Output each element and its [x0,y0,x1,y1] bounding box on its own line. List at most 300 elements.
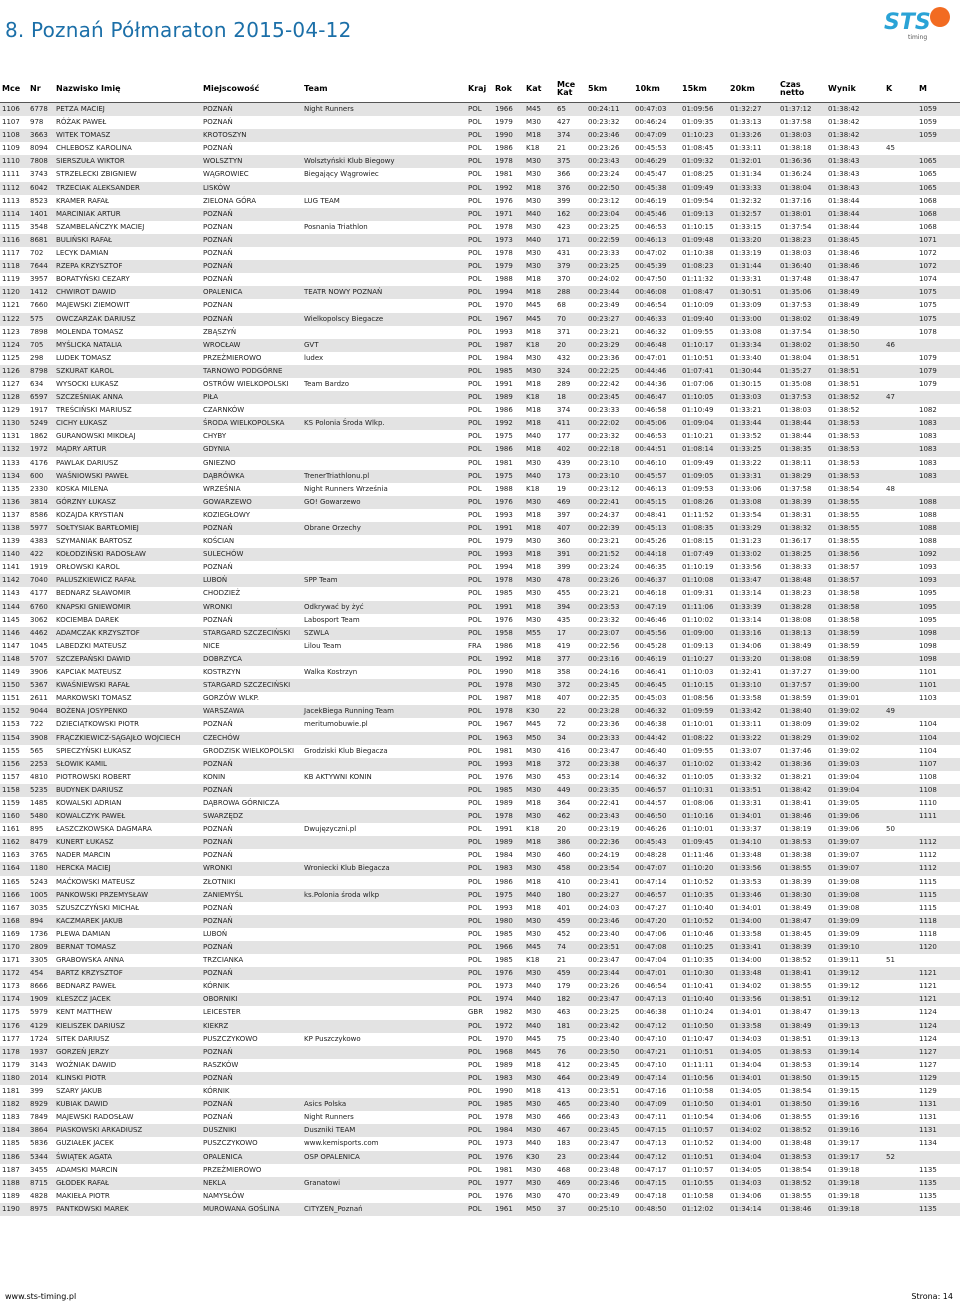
table-cell [884,1020,917,1033]
table-cell: 478 [555,574,586,587]
table-cell: 00:23:33 [586,732,633,745]
table-cell: 01:33:13 [728,116,778,129]
table-cell: 4462 [28,627,54,640]
table-cell: 00:25:10 [586,1203,633,1216]
table-cell: K18 [524,954,555,967]
table-cell: 01:33:42 [728,705,778,718]
table-cell: 1135 [0,483,28,496]
table-cell: ADAMSKI MARCIN [54,1164,201,1177]
table-cell: WRZEŚNIA [201,483,302,496]
table-cell: POZNAŃ [201,1072,302,1085]
table-cell: 01:38:51 [778,1033,826,1046]
table-cell: 01:38:01 [778,208,826,221]
table-cell: 00:22:56 [586,640,633,653]
table-cell: 1987 [493,339,524,352]
table-cell: 01:39:00 [826,679,884,692]
table-cell: 01:38:50 [778,1098,826,1111]
table-cell: POZNAŃ [201,561,302,574]
table-cell: 1970 [493,299,524,312]
table-cell: 458 [555,862,586,875]
table-cell: 2611 [28,692,54,705]
table-cell: KÓRNIK [201,980,302,993]
table-cell: 1983 [493,862,524,875]
table-cell [302,732,466,745]
table-cell: 459 [555,967,586,980]
table-row [0,993,960,1006]
table-cell: 1975 [493,430,524,443]
table-cell: PLEWA DAMIAN [54,928,201,941]
table-cell: KUNERT ŁUKASZ [54,836,201,849]
table-cell [884,627,917,640]
table-cell: 01:38:02 [778,339,826,352]
table-cell [884,129,917,142]
table-cell: POL [466,391,493,404]
table-row [0,1164,960,1177]
table-cell: POL [466,587,493,600]
table-cell: 00:47:01 [633,967,680,980]
table-cell: M30 [524,352,555,365]
table-cell: Walka Kostrzyn [302,666,466,679]
table-cell: 00:46:19 [633,195,680,208]
table-cell: 00:23:25 [586,221,633,234]
table-cell: POL [466,522,493,535]
table-cell: 1968 [493,1046,524,1059]
table-cell: 01:38:38 [778,849,826,862]
table-cell: 1985 [493,587,524,600]
table-cell: PIŁA [201,391,302,404]
table-cell: 01:39:04 [826,771,884,784]
table-cell [302,247,466,260]
table-cell [884,836,917,849]
table-cell: GŁODEK RAFAŁ [54,1177,201,1190]
table-cell: POL [466,745,493,758]
table-cell [884,457,917,470]
table-cell [884,326,917,339]
table-cell: 01:33:22 [728,732,778,745]
table-cell: 1180 [28,862,54,875]
table-cell: 01:38:54 [778,1164,826,1177]
table-cell: 399 [28,1085,54,1098]
table-cell [884,522,917,535]
table-cell: 1909 [28,993,54,1006]
table-cell [884,640,917,653]
table-cell: 00:46:13 [633,483,680,496]
table-cell: 01:33:32 [728,771,778,784]
table-cell: POL [466,836,493,849]
table-cell: KLINSKI PIOTR [54,1072,201,1085]
table-cell: POL [466,470,493,483]
table-cell: 4810 [28,771,54,784]
table-cell: 01:38:29 [778,732,826,745]
table-row [0,849,960,862]
table-cell: 01:38:42 [778,784,826,797]
table-cell: 00:45:53 [633,142,680,155]
table-cell: 00:47:09 [633,1098,680,1111]
table-cell: M30 [524,365,555,378]
table-cell: 01:10:57 [680,1124,728,1137]
table-cell: 8975 [28,1203,54,1216]
table-cell: 01:39:07 [826,836,884,849]
table-cell: 370 [555,273,586,286]
table-row [0,574,960,587]
table-cell: 01:38:43 [826,155,884,168]
table-cell: 1045 [28,640,54,653]
table-cell: 01:33:31 [728,273,778,286]
table-cell: 01:39:02 [826,745,884,758]
column-header: Rok [493,76,524,103]
table-cell: 01:37:46 [778,745,826,758]
table-cell: 1975 [493,889,524,902]
table-cell: 01:09:59 [680,705,728,718]
table-cell: FRĄCZKIEWICZ-SĄGAJŁO WOJCIECH [54,732,201,745]
table-cell: POL [466,378,493,391]
table-cell: 01:39:16 [826,1124,884,1137]
table-cell: 00:47:19 [633,601,680,614]
table-cell: 00:44:51 [633,443,680,456]
table-row [0,1046,960,1059]
table-cell: 1129 [917,1085,960,1098]
table-cell: 1988 [493,483,524,496]
table-row [0,1098,960,1111]
table-cell: 01:08:14 [680,443,728,456]
table-cell: 01:33:16 [728,627,778,640]
table-cell: 1083 [917,457,960,470]
table-cell: 00:24:02 [586,273,633,286]
table-cell: POL [466,234,493,247]
table-cell: 01:10:25 [680,941,728,954]
table-cell: 01:38:52 [778,1124,826,1137]
table-cell: 1118 [917,915,960,928]
table-cell: 6760 [28,601,54,614]
table-cell: 01:38:49 [778,1020,826,1033]
table-cell: 01:34:03 [728,1177,778,1190]
table-cell: 01:39:06 [826,810,884,823]
table-cell [884,561,917,574]
table-cell: 01:37:16 [778,195,826,208]
table-cell: GO! Gowarzewo [302,496,466,509]
table-cell: 00:23:27 [586,889,633,902]
table-cell: 01:38:41 [778,797,826,810]
table-cell: 01:38:59 [778,692,826,705]
table-cell: BEDNARZ SŁAWOMIR [54,587,201,600]
table-cell: 00:46:54 [633,980,680,993]
table-cell: 01:33:20 [728,653,778,666]
table-cell: 7644 [28,260,54,273]
table-cell: 01:34:00 [728,1137,778,1150]
table-row [0,313,960,326]
table-cell: 01:38:58 [826,601,884,614]
table-row [0,653,960,666]
table-cell: 1159 [0,797,28,810]
table-cell: POL [466,1177,493,1190]
table-cell: 23 [555,1151,586,1164]
table-cell: 7898 [28,326,54,339]
table-cell: 364 [555,797,586,810]
table-cell: POZNAN [201,221,302,234]
table-cell: 01:08:47 [680,286,728,299]
table-cell [302,836,466,849]
table-cell: 1178 [0,1046,28,1059]
table-cell: 1985 [493,1098,524,1111]
table-cell: GORZÓW WLKP. [201,692,302,705]
table-cell: 1172 [0,967,28,980]
table-cell: 460 [555,849,586,862]
table-cell: KONIN [201,771,302,784]
table-cell [302,967,466,980]
table-cell: 01:33:34 [728,339,778,352]
table-cell [917,339,960,352]
table-cell: 1161 [0,823,28,836]
table-cell: POL [466,299,493,312]
table-cell: 1963 [493,732,524,745]
table-cell: 34 [555,732,586,745]
table-cell: 1131 [917,1124,960,1137]
table-cell: 00:23:24 [586,168,633,181]
table-cell: 01:33:07 [728,745,778,758]
table-cell: 1124 [917,1033,960,1046]
table-cell: 1124 [917,1020,960,1033]
table-cell: 01:10:17 [680,339,728,352]
table-cell: KUBIAK DAWID [54,1098,201,1111]
table-cell: 182 [555,993,586,1006]
table-cell: 00:47:10 [633,1033,680,1046]
table-cell: 00:24:16 [586,666,633,679]
table-cell: POL [466,928,493,941]
table-cell: 1130 [0,417,28,430]
table-cell: KIEKRZ [201,1020,302,1033]
table-cell [917,483,960,496]
table-cell: 1065 [917,182,960,195]
table-cell [917,142,960,155]
table-cell: 722 [28,718,54,731]
table-cell: 453 [555,771,586,784]
table-cell: 575 [28,313,54,326]
table-cell: 00:22:42 [586,378,633,391]
table-cell: NADER MARCIN [54,849,201,862]
table-cell: 01:10:51 [680,352,728,365]
table-cell: 01:36:36 [778,155,826,168]
table-cell [302,692,466,705]
table-cell: LUBOŃ [201,574,302,587]
table-cell: 46 [884,339,917,352]
table-cell: 01:30:44 [728,365,778,378]
table-cell: Night Runners Września [302,483,466,496]
table-cell: 1982 [493,1006,524,1019]
table-cell: 1135 [917,1190,960,1203]
table-cell: 1975 [493,470,524,483]
table-cell: 01:36:24 [778,168,826,181]
table-cell: 00:22:25 [586,365,633,378]
table-cell: 9044 [28,705,54,718]
table-cell: 1148 [0,653,28,666]
table-cell: 01:30:51 [728,286,778,299]
table-cell: 1115 [917,889,960,902]
table-cell: KWAŚNIEWSKI RAFAŁ [54,679,201,692]
table-cell: 00:23:47 [586,954,633,967]
table-cell: 00:47:12 [633,1020,680,1033]
table-cell: 00:23:46 [586,915,633,928]
table-cell: 1083 [917,430,960,443]
table-row [0,443,960,456]
table-cell [302,208,466,221]
column-header: Nazwisko Imię [54,76,201,103]
table-cell: 8715 [28,1177,54,1190]
table-cell: 01:39:05 [826,797,884,810]
table-cell: 6778 [28,103,54,117]
table-cell [884,1177,917,1190]
table-cell: 00:23:46 [586,1177,633,1190]
table-cell: 00:23:26 [586,980,633,993]
table-cell: 01:33:06 [728,483,778,496]
table-row [0,221,960,234]
table-cell: KS Polonia Środa Wlkp. [302,417,466,430]
table-cell: POZNAŃ [201,758,302,771]
table-cell: 01:38:46 [826,247,884,260]
table-cell: DZIECIĄTKOWSKI PIOTR [54,718,201,731]
table-cell: ks.Polonia środa wlkp [302,889,466,902]
table-cell: 01:33:40 [728,352,778,365]
table-cell: POL [466,784,493,797]
table-cell: 01:38:47 [778,915,826,928]
table-cell: FRA [466,640,493,653]
table-cell: 01:38:40 [778,705,826,718]
table-cell: 01:38:42 [826,103,884,117]
table-cell: 3743 [28,168,54,181]
table-cell: 1961 [493,1203,524,1216]
table-cell: 01:08:25 [680,168,728,181]
table-cell: POL [466,967,493,980]
table-cell: 1071 [917,234,960,247]
table-cell [884,797,917,810]
table-cell: K18 [524,391,555,404]
table-cell: 00:45:06 [633,417,680,430]
table-cell: 1108 [917,784,960,797]
table-row [0,1006,960,1019]
table-cell: 1078 [917,326,960,339]
table-cell: POL [466,509,493,522]
table-cell: 01:09:13 [680,640,728,653]
table-row [0,692,960,705]
table-cell: 01:33:56 [728,993,778,1006]
table-cell: 01:38:08 [778,614,826,627]
table-cell: PANKOWSKI PRZEMYSŁAW [54,889,201,902]
table-row [0,980,960,993]
table-cell: 411 [555,417,586,430]
table-cell [884,430,917,443]
table-row [0,823,960,836]
table-cell: POZNAŃ [201,614,302,627]
table-cell: 173 [555,470,586,483]
table-cell: 01:10:21 [680,430,728,443]
table-cell: 374 [555,129,586,142]
table-cell: 01:38:25 [778,548,826,561]
table-cell [884,1085,917,1098]
table-cell: 01:33:29 [728,522,778,535]
table-cell: 00:24:19 [586,849,633,862]
table-cell: ZIELONA GÓRA [201,195,302,208]
table-cell: 1981 [493,457,524,470]
table-cell: 1098 [917,653,960,666]
table-cell: 01:33:31 [728,797,778,810]
table-cell: 20 [555,823,586,836]
footer-url[interactable]: www.sts-timing.pl [5,1292,77,1301]
table-cell: WITEK TOMASZ [54,129,201,142]
table-cell: 600 [28,470,54,483]
table-cell: 01:38:55 [826,496,884,509]
column-header: Kat [524,76,555,103]
table-cell: LABEDZKI MATEUSZ [54,640,201,653]
table-cell: 7849 [28,1111,54,1124]
table-cell: 01:39:11 [826,954,884,967]
table-cell: 4383 [28,535,54,548]
table-row [0,666,960,679]
table-cell: POZNAŃ [201,260,302,273]
table-cell: 01:38:45 [826,234,884,247]
logo-subtext: timing [908,34,928,41]
table-cell: 01:38:52 [826,404,884,417]
table-row [0,208,960,221]
table-cell: 1157 [0,771,28,784]
table-cell: 01:08:22 [680,732,728,745]
table-cell: 01:08:26 [680,496,728,509]
table-cell [884,247,917,260]
table-cell [302,915,466,928]
table-cell: 1116 [0,234,28,247]
table-cell [917,954,960,967]
table-cell: POL [466,771,493,784]
table-cell: 1135 [917,1203,960,1216]
table-cell: 1108 [0,129,28,142]
table-cell: 01:34:05 [728,1046,778,1059]
table-cell: 01:39:17 [826,1137,884,1150]
table-cell [884,260,917,273]
table-cell: 01:38:50 [826,326,884,339]
table-cell: 5480 [28,810,54,823]
table-cell: 00:23:38 [586,758,633,771]
table-row [0,679,960,692]
table-cell: 00:24:11 [586,103,633,117]
table-cell: K18 [524,823,555,836]
table-cell: 1072 [917,260,960,273]
table-cell: 1976 [493,496,524,509]
table-cell [884,1006,917,1019]
table-cell: 00:23:41 [586,876,633,889]
table-cell: 1129 [917,1072,960,1085]
table-cell [884,1033,917,1046]
column-header: K [884,76,917,103]
table-cell: 1093 [917,561,960,574]
table-cell: 01:33:10 [728,679,778,692]
table-cell: LUG TEAM [302,195,466,208]
table-cell: 1991 [493,378,524,391]
table-cell: 01:33:08 [728,496,778,509]
table-cell: 21 [555,142,586,155]
table-row [0,1124,960,1137]
table-row [0,155,960,168]
table-cell: 01:39:06 [826,823,884,836]
table-cell: M18 [524,902,555,915]
table-cell: 01:39:10 [826,941,884,954]
table-cell: 65 [555,103,586,117]
table-cell: 1989 [493,836,524,849]
table-cell: 01:10:24 [680,1006,728,1019]
table-cell: 01:10:54 [680,1111,728,1124]
table-cell: 1174 [0,993,28,1006]
table-cell: 1113 [0,195,28,208]
table-cell: POL [466,326,493,339]
table-cell [302,993,466,1006]
table-cell: POL [466,902,493,915]
